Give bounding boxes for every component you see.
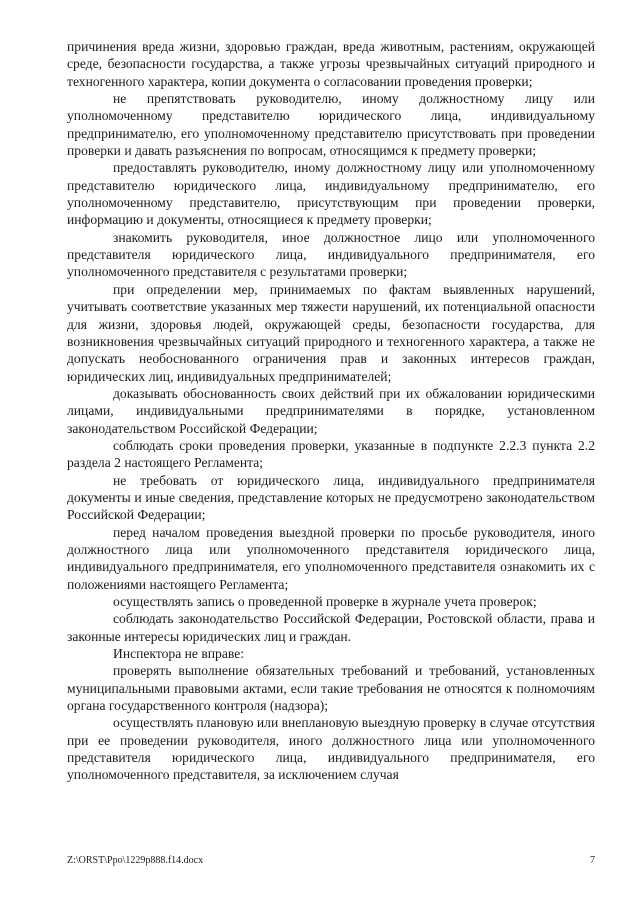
paragraph: предоставлять руководителю, иному должностному лицу или уполномоченному представителю юридического лица, индивидуальному предпринимателю, его уполномоченному представителю, присутствующим при проведении проверки, информацию и документы, относящиеся к предмету проверки; bbox=[67, 160, 595, 228]
paragraph: соблюдать сроки проведения проверки, указанные в подпункте 2.2.3 пункта 2.2 раздела 2 настоящего Регламента; bbox=[67, 437, 595, 471]
page-number: 7 bbox=[590, 855, 595, 866]
file-path: Z:\ORST\Ppo\1229p888.f14.docx bbox=[67, 855, 204, 866]
section-lead-in: Инспектора не вправе: bbox=[113, 646, 245, 662]
paragraph: при определении мер, принимаемых по фактам выявленных нарушений, учитывать соответствие указанных мер тяжести нарушений, их потенциальной опасности для жизни, здоровья людей, окружающей среды, безопасности государства, для возникновения чрезвычайных ситуаций природного и техногенного характера, а также не допускать необоснованного ограничения прав и законных интересов граждан, юридических лиц, индивидуальных предпринимателей; bbox=[67, 281, 595, 384]
paragraph: не препятствовать руководителю, иному должностному лицу или уполномоченному представителю юридического лица, индивидуальному предпринимателю, его уполномоченному представителю присутствовать при проведении проверки и давать разъяснения по вопросам, относящимся к предмету проверки; bbox=[67, 91, 595, 159]
paragraph: осуществлять плановую или внеплановую выездную проверку в случае отсутствия при ее проведении руководителя, иного должностного лица или уполномоченного представителя юридического лица, индивидуального предпринимателя, его уполномоченного представителя, за исключением случая bbox=[67, 715, 596, 783]
paragraph: знакомить руководителя, иное должностное лицо или уполномоченного представителя юридического лица, индивидуального предпринимателя, его уполномоченного представителя с результатами проверки; bbox=[67, 229, 595, 280]
paragraph: проверять выполнение обязательных требований и требований, установленных муниципальными правовыми актами, если такие требования не относятся к полномочиям органа государственного контроля (надзора); bbox=[67, 663, 595, 714]
paragraph: соблюдать законодательство Российской Федерации, Ростовской области, права и законные интересы юридических лиц и граждан. bbox=[67, 611, 595, 644]
paragraph: перед началом проведения выездной проверки по просьбе руководителя, иного должностного лица или уполномоченного представителя юридического лица, индивидуального предпринимателя, его уполномоченного представителя ознакомить их с положениями настоящего Регламента; bbox=[67, 524, 595, 592]
document-body bbox=[67, 38, 595, 784]
paragraph: причинения вреда жизни, здоровью граждан, вреда животным, растениям, окружающей среде, безопасности государства, а также угрозы чрезвычайных ситуаций природного и техногенного характера, копии документа о согласовании проведения проверки; bbox=[67, 39, 595, 89]
paragraph: доказывать обоснованность своих действий при их обжаловании юридическими лицами, индивидуальными предпринимателями в порядке, установленном законодательством Российской Федерации; bbox=[67, 385, 595, 436]
paragraph: осуществлять запись о проведенной проверке в журнале учета проверок; bbox=[113, 594, 537, 609]
paragraph: не требовать от юридического лица, индивидуального предпринимателя документы и иные сведения, представление которых не предусмотрено законодательством Российской Федерации; bbox=[67, 472, 595, 523]
